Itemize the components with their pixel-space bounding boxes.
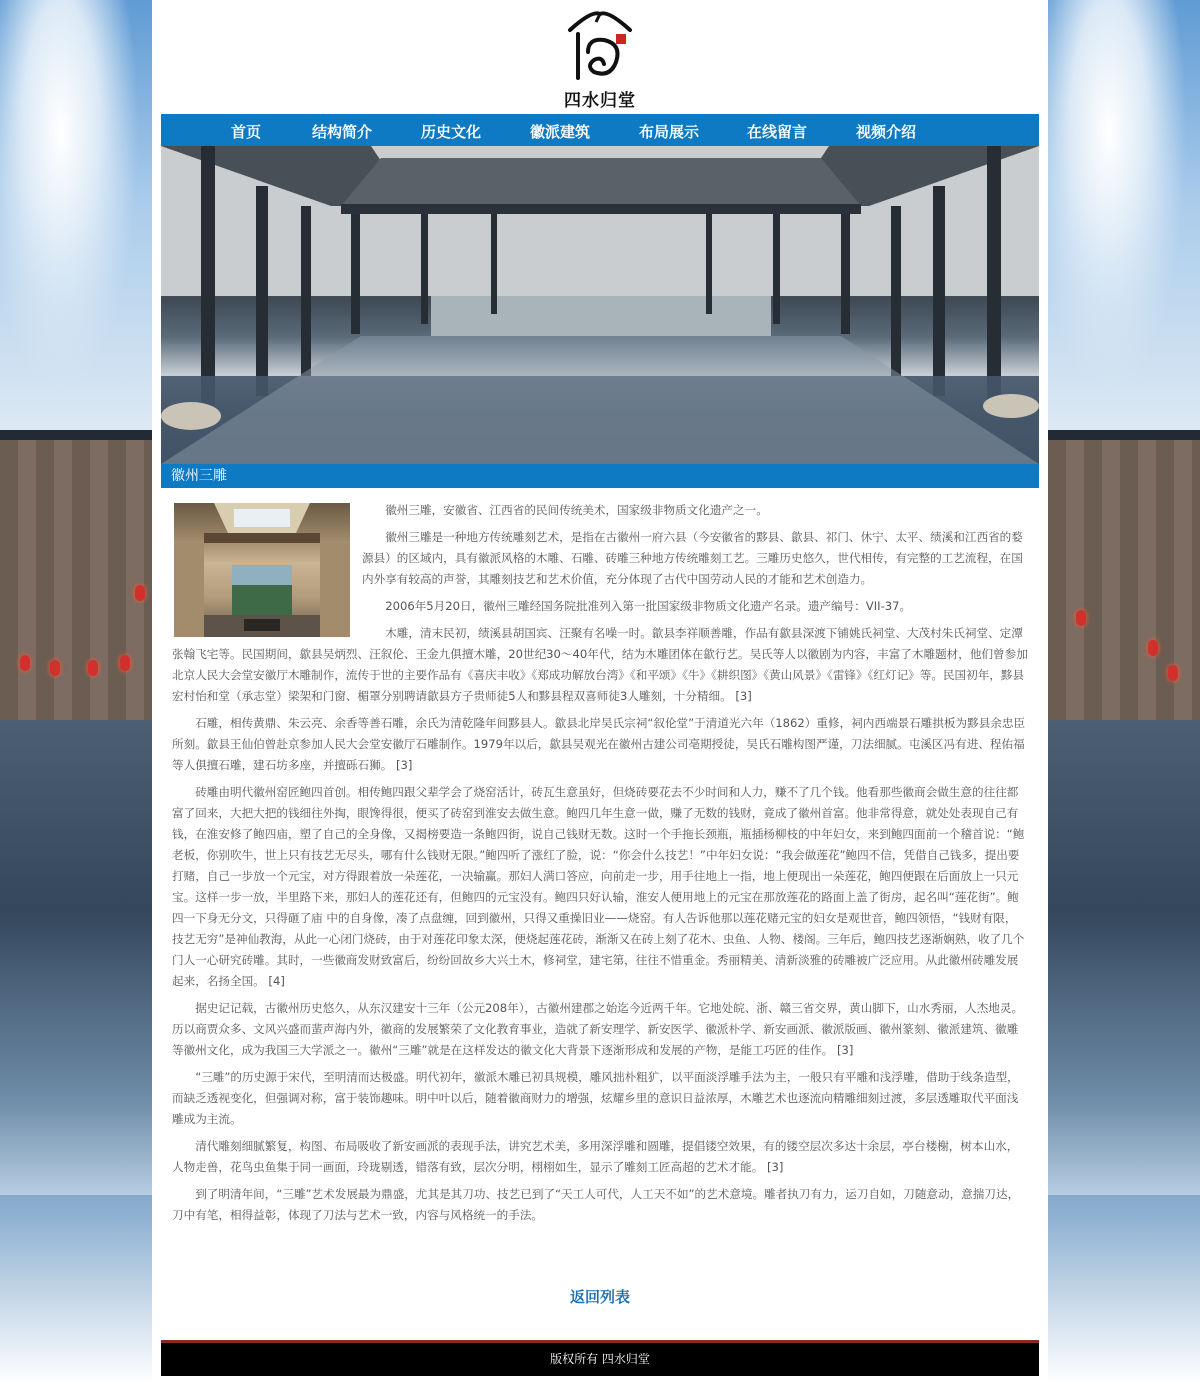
article-paragraph: 石雕，相传黄鼎、朱云亮、余香等善石雕，余氏为清乾隆年间黟县人。歙县北岸吴氏宗祠“叙伦堂”于清道光六年（1862）重修，祠内西端景石雕拱板为黟县余忠臣所刻。歙县王仙伯曾赴京参加人民大会堂安徽厅石雕制作。1979年以后，歙县吴观光在徽州古建公司亳期授徒，吴氏石雕构图严谨，刀法细腻。屯溪区冯有进、程佑福等人俱擅石雕，建石坊多座，并擅砾石狮。 [3] xyxy=(172,716,1026,772)
main-navigation xyxy=(161,114,1039,146)
nav-item-huizhou-architecture[interactable]: 徽派建筑 xyxy=(530,123,591,141)
background-scenery-right xyxy=(1048,0,1200,1195)
article-paragraph: 木雕，清末民初，绩溪县胡国宾、汪聚有名噪一时。歙县李祥顺善雕，作品有歙县深渡下铺姚氏祠堂、大茂村朱氏祠堂、定潭张翰飞宅等。民国期间，歙县吴炳烈、汪叙伦、王金九俱擅木雕，20世纪30～40年代，结为木雕团体在歙行艺。吴氏等人以徽剧为内容，丰富了木雕题材，他们曾参加北京人民大会堂安徽厅木雕制作，流传于世的主要作品有《喜庆丰收》《郑成功解放台湾》《和平颂》《牛》《耕织图》《黄山风景》《雷锋》《红灯记》等。民国初年，黟县宏村怡和堂（承志堂）梁架和门窗、楣罩分别聘请歙县方子贵师徒5人和黟县程双喜师徒3人雕刻，十分精细。 [3] xyxy=(172,626,1028,703)
logo-text: 四水归堂 xyxy=(564,91,636,111)
article-paragraph: 据史记记载，古徽州历史悠久，从东汉建安十三年（公元208年），古徽州建郡之始迄今近两千年。它地处皖、浙、赣三省交界，黄山脚下，山水秀丽，人杰地灵。历以商贾众多、文风兴盛而蜚声海内外，徽商的发展繁荣了文化教育事业，造就了新安理学、新安医学、徽派朴学、新安画派、徽派版画、徽州篆刻、徽派建筑、徽雕等徽州文化，成为我国三大学派之一。徽州“三雕”就是在这样发达的徽文化大背景下逐渐形成和发展的产物，是能工巧匠的佳作。 [3] xyxy=(172,1001,1024,1057)
article-paragraph: 徽州三雕是一种地方传统雕刻艺术，是指在古徽州一府六县（今安徽省的黟县、歙县、祁门、休宁、太平、绩溪和江西省的婺源县）的区域内，具有徽派风格的木雕、石雕、砖雕三种地方传统雕刻工艺。三雕历史悠久，世代相传，有完整的工艺流程，在国内外享有较高的声誉，其雕刻技艺和艺术价值，充分体现了古代中国劳动人民的才能和艺术创造力。 xyxy=(362,530,1023,586)
article-paragraph: 徽州三雕，安徽省、江西省的民间传统美术，国家级非物质文化遗产之一。 xyxy=(385,503,768,517)
article-paragraph: 清代雕刻细腻繁复，构图、布局吸收了新安画派的表现手法，讲究艺术美，多用深浮雕和圆雕，提倡镂空效果，有的镂空层次多达十余层，亭台楼榭，树本山水，人物走兽，花鸟虫鱼集于同一画面，玲珑剔透，错落有致，层次分明，栩栩如生，显示了雕刻工匠高超的艺术才能。 [3] xyxy=(172,1139,1019,1174)
site-logo[interactable] xyxy=(552,8,648,111)
nav-item-structure[interactable]: 结构简介 xyxy=(312,123,373,141)
background-scenery-left xyxy=(0,0,152,1195)
logo-emblem-icon xyxy=(552,8,648,86)
hero-banner-image xyxy=(161,146,1039,464)
back-to-list-link[interactable]: 返回列表 xyxy=(569,1288,630,1306)
section-title: 徽州三雕 xyxy=(161,464,1039,488)
nav-item-video[interactable]: 视频介绍 xyxy=(856,123,917,141)
nav-item-history[interactable]: 历史文化 xyxy=(421,123,482,141)
article-paragraph: 到了明清年间，“三雕”艺术发展最为鼎盛，尤其是其刀功、技艺已到了“天工人可代，人工天不如”的艺术意境。雕者执刀有力，运刀自如，刀随意动，意揣刀达，刀中有笔，相得益彰，体现了刀法与艺术一致，内容与风格统一的手法。 xyxy=(172,1187,1020,1222)
nav-item-message[interactable]: 在线留言 xyxy=(747,123,808,141)
article-paragraph: “三雕”的历史源于宋代，至明清而达极盛。明代初年，徽派木雕已初具规模，雕风拙朴粗犷，以平面淡浮雕手法为主，一般只有平雕和浅浮雕，借助于线条造型，而缺乏透视变化，但强调对称，富于装饰趣味。明中叶以后，随着徽商财力的增强，炫耀乡里的意识日益浓厚，木雕艺术也逐流向精雕细刻过渡，多层透雕取代平面浅雕成为主流。 xyxy=(172,1070,1019,1126)
footer-copyright: 版权所有 四水归堂 xyxy=(161,1340,1039,1376)
article-content xyxy=(172,500,1028,1232)
page-container xyxy=(152,0,1048,1384)
nav-item-layout[interactable]: 布局展示 xyxy=(639,123,700,141)
article-paragraph: 2006年5月20日，徽州三雕经国务院批准列入第一批国家级非物质文化遗产名录。遗产编号：VII-37。 xyxy=(385,599,912,613)
article-paragraph: 砖雕由明代徽州窑匠鲍四首创。相传鲍四跟父辈学会了烧窑活计，砖瓦生意虽好，但烧砖要花去不少时间和人力，赚不了几个钱。他看那些徽商会做生意的往往都富了回来，大把大把的钱细往外掏，眼馋得很，便买了砖窑到淮安去做生意。鲍四几年生意一做，赚了无数的钱财，竟成了徽州首富。他非常得意，就处处表现自己有钱，在淮安修了鲍四庙，塑了自己的全身像，又揭榜要造一条鲍四街，说自己钱财无数。这时一个手拖长颈瓶，瓶插杨柳枝的中年妇女，来到鲍四面前一个稽首说：“鲍老板，你别吹牛，世上只有技艺无尽头，哪有什么钱财无限。”鲍四听了涨红了脸，说：“你会什么技艺！”中年妇女说：“我会做莲花”鲍四不信，凭借自己钱多，提出要打赌，自己一步放一个元宝，对方得跟着放一朵莲花，一决输赢。那妇人满口答应，向前走一步，用手往地上一指，地上便现出一朵莲花，鲍四便跟在后面放上一只元宝。这样一步一放，半里路下来，那妇人的莲花还有，但鲍四的元宝没有。鲍四只好认输，淮安人便用地上的元宝在那放莲花的路面上盖了街房，起名叫“莲花街”。鲍四一下身无分文，只得砸了庙 中的自身像，凑了点盘缠，回到徽州，只得又重操旧业——烧窑。有人告诉他那以莲花赌元宝的妇女是观世音，鲍四领悟，“钱财有限，技艺无穷”是神仙教海，从此一心闭门烧砖，由于对莲花印象太深，便烧起莲花砖，渐渐又在砖上刻了花木、虫鱼、人物、楼阁。三年后，鲍四技艺逐渐娴熟，收了几个门人一心研究砖雕。其时，一些徽商发财致富后，纷纷回故乡大兴土木，修祠堂，建宅第，往往不惜重金。秀丽精美、清新淡雅的砖雕被广泛应用。从此徽州砖雕发展起来，名扬全国。 [4] xyxy=(172,785,1025,988)
nav-item-home[interactable]: 首页 xyxy=(231,123,262,141)
